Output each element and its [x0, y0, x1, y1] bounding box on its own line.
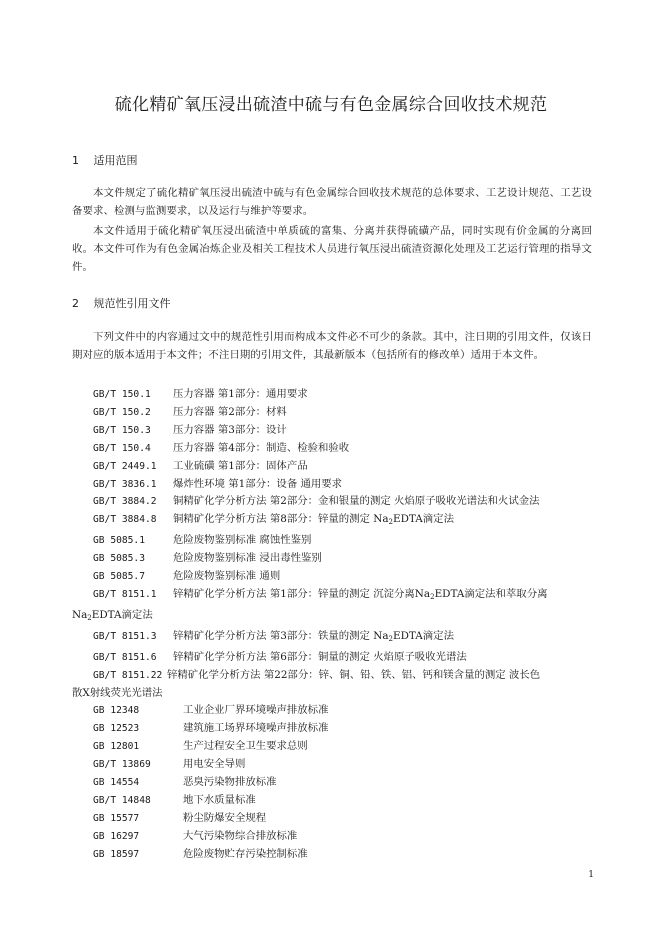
- reference-item: [72, 568, 594, 586]
- reference-code: GB 12523: [93, 723, 140, 735]
- reference-code: GB/T 150.4: [93, 442, 151, 454]
- reference-title: 大气污染物综合排放标准: [183, 829, 298, 842]
- title-part: 锌精矿化学分析方法 第22部分：锌、铜、铅、铁、铝、钙和镁含量的测定 波长色: [167, 668, 541, 681]
- reference-title: 危险废物鉴别标准 浸出毒性鉴别: [173, 552, 322, 565]
- reference-item: [72, 702, 594, 720]
- reference-item: [72, 774, 594, 792]
- reference-item: [72, 828, 594, 846]
- reference-item: [72, 756, 594, 774]
- section-number: 2: [72, 297, 79, 310]
- section-2-paragraph-1: 下列文件中的内容通过文中的规范性引用而构成本文件必不可少的条款。其中，注日期的引用文件，仅该日期对应的版本适用于本文件；不注日期的引用文件，其最新版本（包括所有的修改单）适用于本文件。: [72, 331, 592, 361]
- reference-item: [72, 422, 594, 440]
- reference-title-continued: [72, 607, 594, 628]
- normative-references-list: [72, 386, 594, 864]
- reference-item: [72, 440, 594, 458]
- reference-title: 危险废物鉴别标准 通则: [173, 570, 281, 583]
- reference-code: GB 16297: [93, 830, 140, 842]
- reference-code: GB/T 13869: [93, 759, 151, 771]
- reference-code: GB/T 3884.2: [93, 496, 157, 508]
- reference-item: [72, 810, 594, 828]
- reference-item: [72, 649, 594, 667]
- title-part: EDTA滴定法: [393, 513, 454, 526]
- subscript: 2: [388, 518, 394, 527]
- reference-code: GB/T 14848: [93, 794, 151, 806]
- title-part: EDTA滴定法和萃取分离: [434, 587, 548, 600]
- reference-code: GB 12348: [93, 705, 140, 717]
- reference-code: GB/T 3836.1: [93, 478, 157, 490]
- reference-title: [173, 513, 454, 525]
- reference-title: [173, 630, 454, 642]
- section-1-paragraph-1: 本文件规定了硫化精矿氧压浸出硫渣中硫与有色金属综合回收技术规范的总体要求、工艺设计规范、工艺设备要求、检测与监测要求，以及运行与维护等要求。: [72, 187, 592, 217]
- reference-title: 恶臭污染物排放标准: [183, 776, 277, 789]
- reference-code: GB 12801: [93, 741, 140, 753]
- reference-code: GB/T 3884.8: [93, 514, 157, 526]
- reference-item: [72, 404, 594, 422]
- reference-title: 建筑施工场界环境噪声排放标准: [183, 722, 329, 735]
- reference-code: GB/T 150.1: [93, 389, 151, 400]
- reference-code: GB/T 8151.6: [93, 651, 157, 663]
- title-part: 锌精矿化学分析方法 第3部分：铁量的测定 Na: [173, 629, 389, 642]
- section-title: 规范性引用文件: [93, 297, 171, 310]
- reference-item: [72, 792, 594, 810]
- reference-title: 铜精矿化学分析方法 第2部分：金和银量的测定 火焰原子吸收光谱法和火试金法: [173, 495, 540, 508]
- reference-code: GB/T 150.3: [93, 424, 151, 436]
- title-part: 锌精矿化学分析方法 第1部分：锌量的测定 沉淀分离Na: [173, 587, 431, 600]
- title-part: EDTA滴定法: [91, 608, 153, 621]
- page-number: 1: [588, 870, 594, 880]
- reference-code: GB 15577: [93, 812, 140, 824]
- reference-item: [72, 720, 594, 738]
- reference-item: [72, 667, 594, 703]
- reference-title: 压力容器 第4部分：制造、检验和验收: [173, 441, 350, 454]
- reference-code: GB 5085.3: [93, 553, 145, 565]
- title-part: Na: [72, 608, 88, 621]
- section-2-heading: [72, 295, 171, 311]
- section-1-heading: [72, 152, 138, 168]
- reference-code: GB/T 150.2: [93, 406, 151, 418]
- reference-title-continued: 散X射线荧光光谱法: [72, 686, 163, 699]
- subscript: 2: [430, 592, 435, 601]
- reference-code: GB 5085.7: [93, 571, 145, 583]
- subscript: 2: [388, 634, 394, 643]
- section-number: 1: [72, 154, 79, 167]
- reference-code: GB/T 8151.1: [93, 588, 157, 600]
- reference-title: 生产过程安全卫生要求总则: [183, 740, 308, 753]
- section-title: 适用范围: [93, 154, 138, 167]
- reference-title: 压力容器 第3部分：设计: [173, 423, 287, 436]
- reference-code: GB 14554: [93, 777, 140, 789]
- reference-code: GB 5085.1: [93, 535, 145, 547]
- section-1-paragraph-2: 本文件适用于硫化精矿氧压浸出硫渣中单质硫的富集、分离并获得硫磺产品，同时实现有价金属的分离回收。本文件可作为有色金属冶炼企业及相关工程技术人员进行氧压浸出硫渣资源化处理及工艺运行管理的指导文件。: [72, 225, 592, 273]
- reference-title: 粉尘防爆安全规程: [183, 811, 267, 824]
- reference-title: 危险废物鉴别标准 腐蚀性鉴别: [173, 534, 312, 547]
- reference-title: 用电安全导则: [183, 758, 246, 771]
- title-part: EDTA滴定法: [393, 629, 454, 642]
- reference-title: 危险废物贮存污染控制标准: [183, 847, 308, 860]
- reference-title: 工业硫磺 第1部分：固体产品: [173, 459, 308, 472]
- reference-title: 锌精矿化学分析方法 第6部分：铜量的测定 火焰原子吸收光谱法: [173, 650, 467, 663]
- reference-code: GB/T 2449.1: [93, 460, 157, 472]
- reference-item: [72, 846, 594, 864]
- reference-title: 爆炸性环境 第1部分：设备 通用要求: [173, 477, 343, 490]
- reference-title: 压力容器 第1部分：通用要求: [173, 388, 308, 400]
- subscript: 2: [87, 613, 92, 622]
- reference-title: 压力容器 第2部分：材料: [173, 405, 287, 418]
- reference-item: [72, 738, 594, 756]
- reference-item: [72, 586, 594, 628]
- reference-item: [72, 493, 594, 511]
- reference-item: [72, 511, 594, 532]
- reference-item: [72, 628, 594, 649]
- reference-item: [72, 532, 594, 550]
- reference-item: [72, 476, 594, 494]
- reference-item: [72, 550, 594, 568]
- document-title: 硫化精矿氧压浸出硫渣中硫与有色金属综合回收技术规范: [114, 95, 548, 115]
- reference-code: GB/T 8151.22: [93, 669, 163, 681]
- reference-title: 工业企业厂界环境噪声排放标准: [183, 704, 329, 717]
- reference-title: 地下水质量标准: [183, 793, 256, 806]
- reference-code: GB 18597: [93, 848, 140, 860]
- reference-code: GB/T 8151.3: [93, 630, 157, 642]
- reference-item: [72, 458, 594, 476]
- title-part: 铜精矿化学分析方法 第8部分：锌量的测定 Na: [173, 513, 389, 526]
- reference-item: [72, 386, 594, 404]
